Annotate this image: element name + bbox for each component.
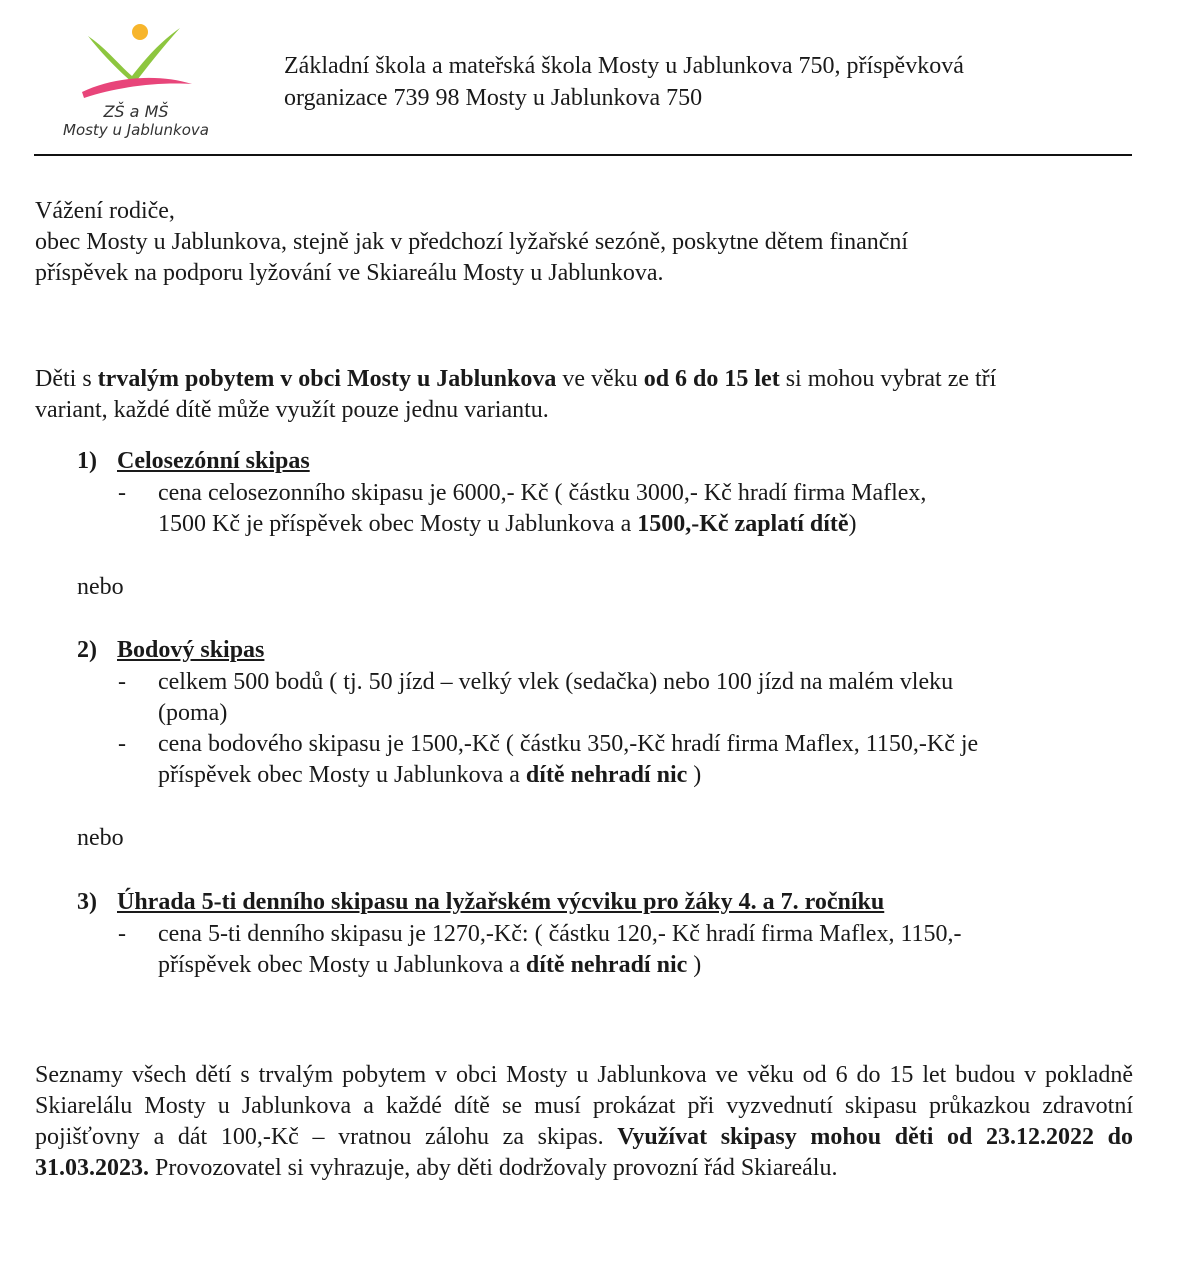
intro-paragraph — [35, 364, 1135, 426]
salutation: Vážení rodiče, — [35, 198, 175, 224]
school-logo — [48, 18, 228, 148]
option-number: 3) — [77, 889, 97, 915]
intro-bold-1: trvalým pobytem v obci Mosty u Jablunkova — [97, 366, 557, 392]
final-paragraph — [35, 1060, 1133, 1184]
option-title: Úhrada 5-ti denního skipasu na lyžařském výcviku pro žáky 4. a 7. ročníku — [117, 889, 885, 915]
school-header — [284, 50, 1104, 114]
bullet-line2-end: ) — [687, 762, 702, 788]
option-number: 2) — [77, 637, 97, 663]
option-2-heading — [77, 635, 264, 666]
option-3-heading — [77, 887, 884, 918]
bullet-line1: cena 5-ti denního skipasu je 1270,-Kč: ( částku 120,- Kč hradí firma Maflex, 1150,- — [158, 921, 962, 947]
final-text-1: Seznamy všech dětí s trvalým pobytem v obci Mosty u Jablunkova ve věku od 6 do 15 let budou v pokladně Skiarelálu Mosty u Jablunkova a každé dítě se musí prokázat při vyzvednutí skipasu průkazkou zdravotní pojišťovny a dát 100,-Kč – vratnou zálohu za skipas. — [35, 1062, 1133, 1150]
final-text-2: Provozovatel si vyhrazuje, aby děti dodržovaly provozní řád Skiareálu. — [149, 1155, 838, 1181]
option-title: Celosezónní skipas — [117, 448, 310, 474]
separator-or-1: nebo — [77, 574, 124, 600]
bullet-dash: - — [118, 480, 126, 506]
bullet-line1: cena bodového skipasu je 1500,-Kč ( částku 350,-Kč hradí firma Maflex, 1150,-Kč je — [158, 731, 979, 757]
bullet-line2-bold: dítě nehradí nic — [525, 952, 688, 978]
separator-or-2: nebo — [77, 825, 124, 851]
intro-text-3: si mohou vybrat ze tří — [779, 366, 997, 392]
greeting-paragraph — [35, 196, 1135, 289]
greeting-line2: obec Mosty u Jablunkova, stejně jak v předchozí lyžařské sezóně, poskytne dětem finanční — [35, 229, 909, 255]
bullet-line2-text: 1500 Kč je příspěvek obec Mosty u Jablunkova a — [158, 511, 638, 537]
bullet-line2-end: ) — [848, 511, 857, 537]
header-divider — [34, 154, 1132, 156]
bullet-line2-text: příspěvek obec Mosty u Jablunkova a — [158, 952, 526, 978]
intro-bold-2: od 6 do 15 let — [643, 366, 780, 392]
bullet-line2-text: příspěvek obec Mosty u Jablunkova a — [158, 762, 526, 788]
bullet-line2-bold: dítě nehradí nic — [525, 762, 688, 788]
bullet-line1: celkem 500 bodů ( tj. 50 jízd – velký vlek (sedačka) nebo 100 jízd na malém vleku — [158, 669, 954, 695]
intro-line2: variant, každé dítě může využít pouze jednu variantu. — [35, 397, 549, 423]
school-name-line1: Základní škola a mateřská škola Mosty u Jablunkova 750, příspěvková — [284, 53, 964, 79]
bullet-line2-bold: 1500,-Kč zaplatí dítě — [637, 511, 849, 537]
final-bold-dates: Využívat skipasy mohou děti od 23.12.2022 do 31.03.2023. — [35, 1124, 1134, 1181]
bullet-dash: - — [118, 731, 126, 757]
bullet-line2: (poma) — [158, 700, 228, 726]
option-number: 1) — [77, 448, 97, 474]
bullet-dash: - — [118, 921, 126, 947]
logo-text-line1: ZŠ a MŠ — [103, 102, 169, 121]
bullet-line2-end: ) — [687, 952, 702, 978]
logo-figure-icon — [76, 18, 196, 100]
intro-text-1: Děti s — [35, 366, 98, 392]
school-name-line2: organizace 739 98 Mosty u Jablunkova 750 — [284, 85, 703, 111]
logo-text-line2: Mosty u Jablunkova — [63, 121, 209, 139]
greeting-line3: příspěvek na podporu lyžování ve Skiareálu Mosty u Jablunkova. — [35, 260, 664, 286]
bullet-dash: - — [118, 669, 126, 695]
option-1-heading — [77, 446, 310, 477]
bullet-line1: cena celosezonního skipasu je 6000,- Kč ( částku 3000,- Kč hradí firma Maflex, — [158, 480, 927, 506]
option-title: Bodový skipas — [117, 637, 265, 663]
intro-text-2: ve věku — [556, 366, 644, 392]
